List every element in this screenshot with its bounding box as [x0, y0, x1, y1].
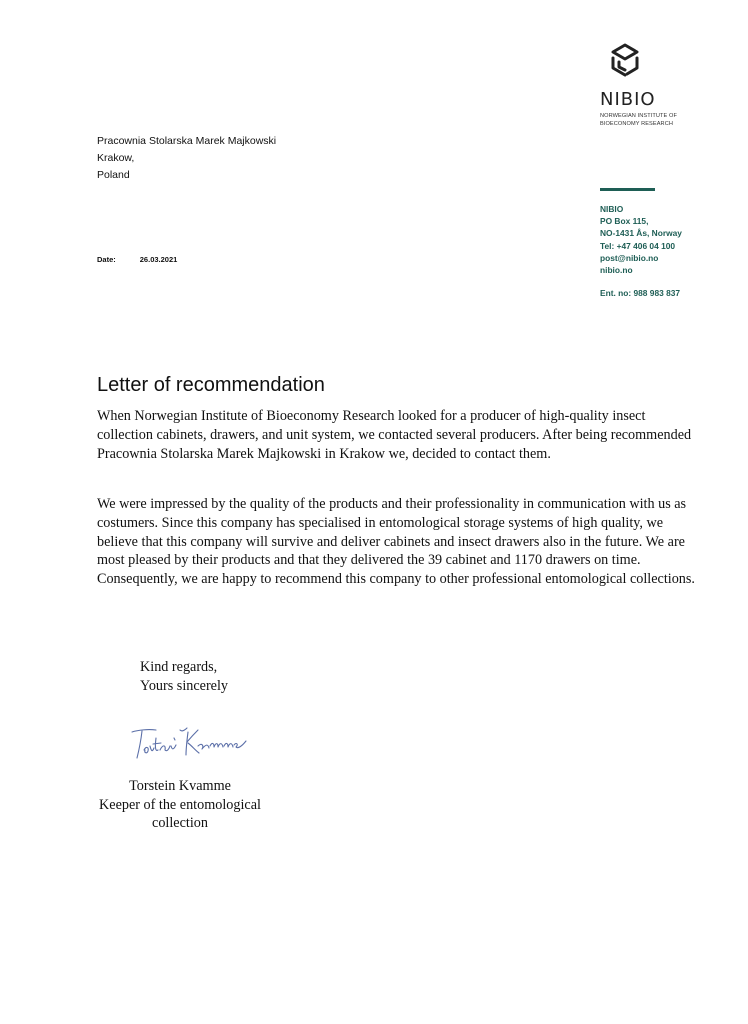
contact-line-1: NIBIO [600, 204, 624, 214]
date-label: Date: [97, 255, 116, 264]
closing-line-2: Yours sincerely [140, 678, 229, 694]
handwritten-signature [130, 722, 248, 764]
contact-phone: Tel: +47 406 04 100 [600, 240, 676, 251]
org-logo-subtitle [600, 112, 677, 128]
org-logo-name: NIBIO [600, 89, 656, 110]
date-value: 26.03.2021 [139, 255, 178, 264]
org-subtitle-line-2: BIOECONOMY RESEARCH [600, 121, 673, 127]
org-subtitle-line-1: NORWEGIAN INSTITUTE OF [600, 113, 677, 119]
org-number: Ent. no: 988 983 837 [600, 288, 681, 298]
recipient-line-3: Poland [97, 169, 130, 181]
contact-line-2: PO Box 115, [600, 216, 649, 227]
signer-title-line-1: Keeper of the entomological [99, 796, 261, 813]
signer-block [97, 777, 263, 833]
contact-line-3: NO-1431 Ås, Norway [600, 228, 682, 239]
contact-divider [600, 188, 655, 191]
letter-paragraph-1: When Norwegian Institute of Bioeconomy Research looked for a producer of high-quality insect collection cabinets, drawers, and unit system, we contacted several producers. After being recommended Pracownia Stolarska Marek Majkowski in Krakow we, decided to contact them. [97, 408, 692, 462]
recipient-line-2: Krakow, [97, 152, 135, 164]
recipient-line-1: Pracownia Stolarska Marek Majkowski [97, 135, 277, 147]
letter-closing [140, 658, 228, 696]
contact-website: nibio.no [600, 265, 633, 276]
contact-email: post@nibio.no [600, 252, 659, 263]
date-row [97, 255, 177, 264]
closing-line-1: Kind regards, [140, 659, 218, 675]
letter-title: Letter of recommendation [97, 374, 325, 396]
contact-block [600, 203, 682, 276]
letter-paragraph-2: We were impressed by the quality of the products and their professionality in communication with us as costumers. Since this company has specialised in entomological storage systems of high quality, we believe that this company will survive and deliver cabinets and insect drawers also in the future. We are most pleased by their products and that they delivered the 39 cabinet and 1170 drawers on time. Consequently, we are happy to recommend this company to other professional entomological collections. [97, 496, 695, 588]
signer-name: Torstein Kvamme [129, 778, 231, 794]
signer-title-line-2: collection [152, 815, 208, 831]
nibio-logo-icon [607, 42, 643, 78]
recipient-address [97, 133, 276, 184]
